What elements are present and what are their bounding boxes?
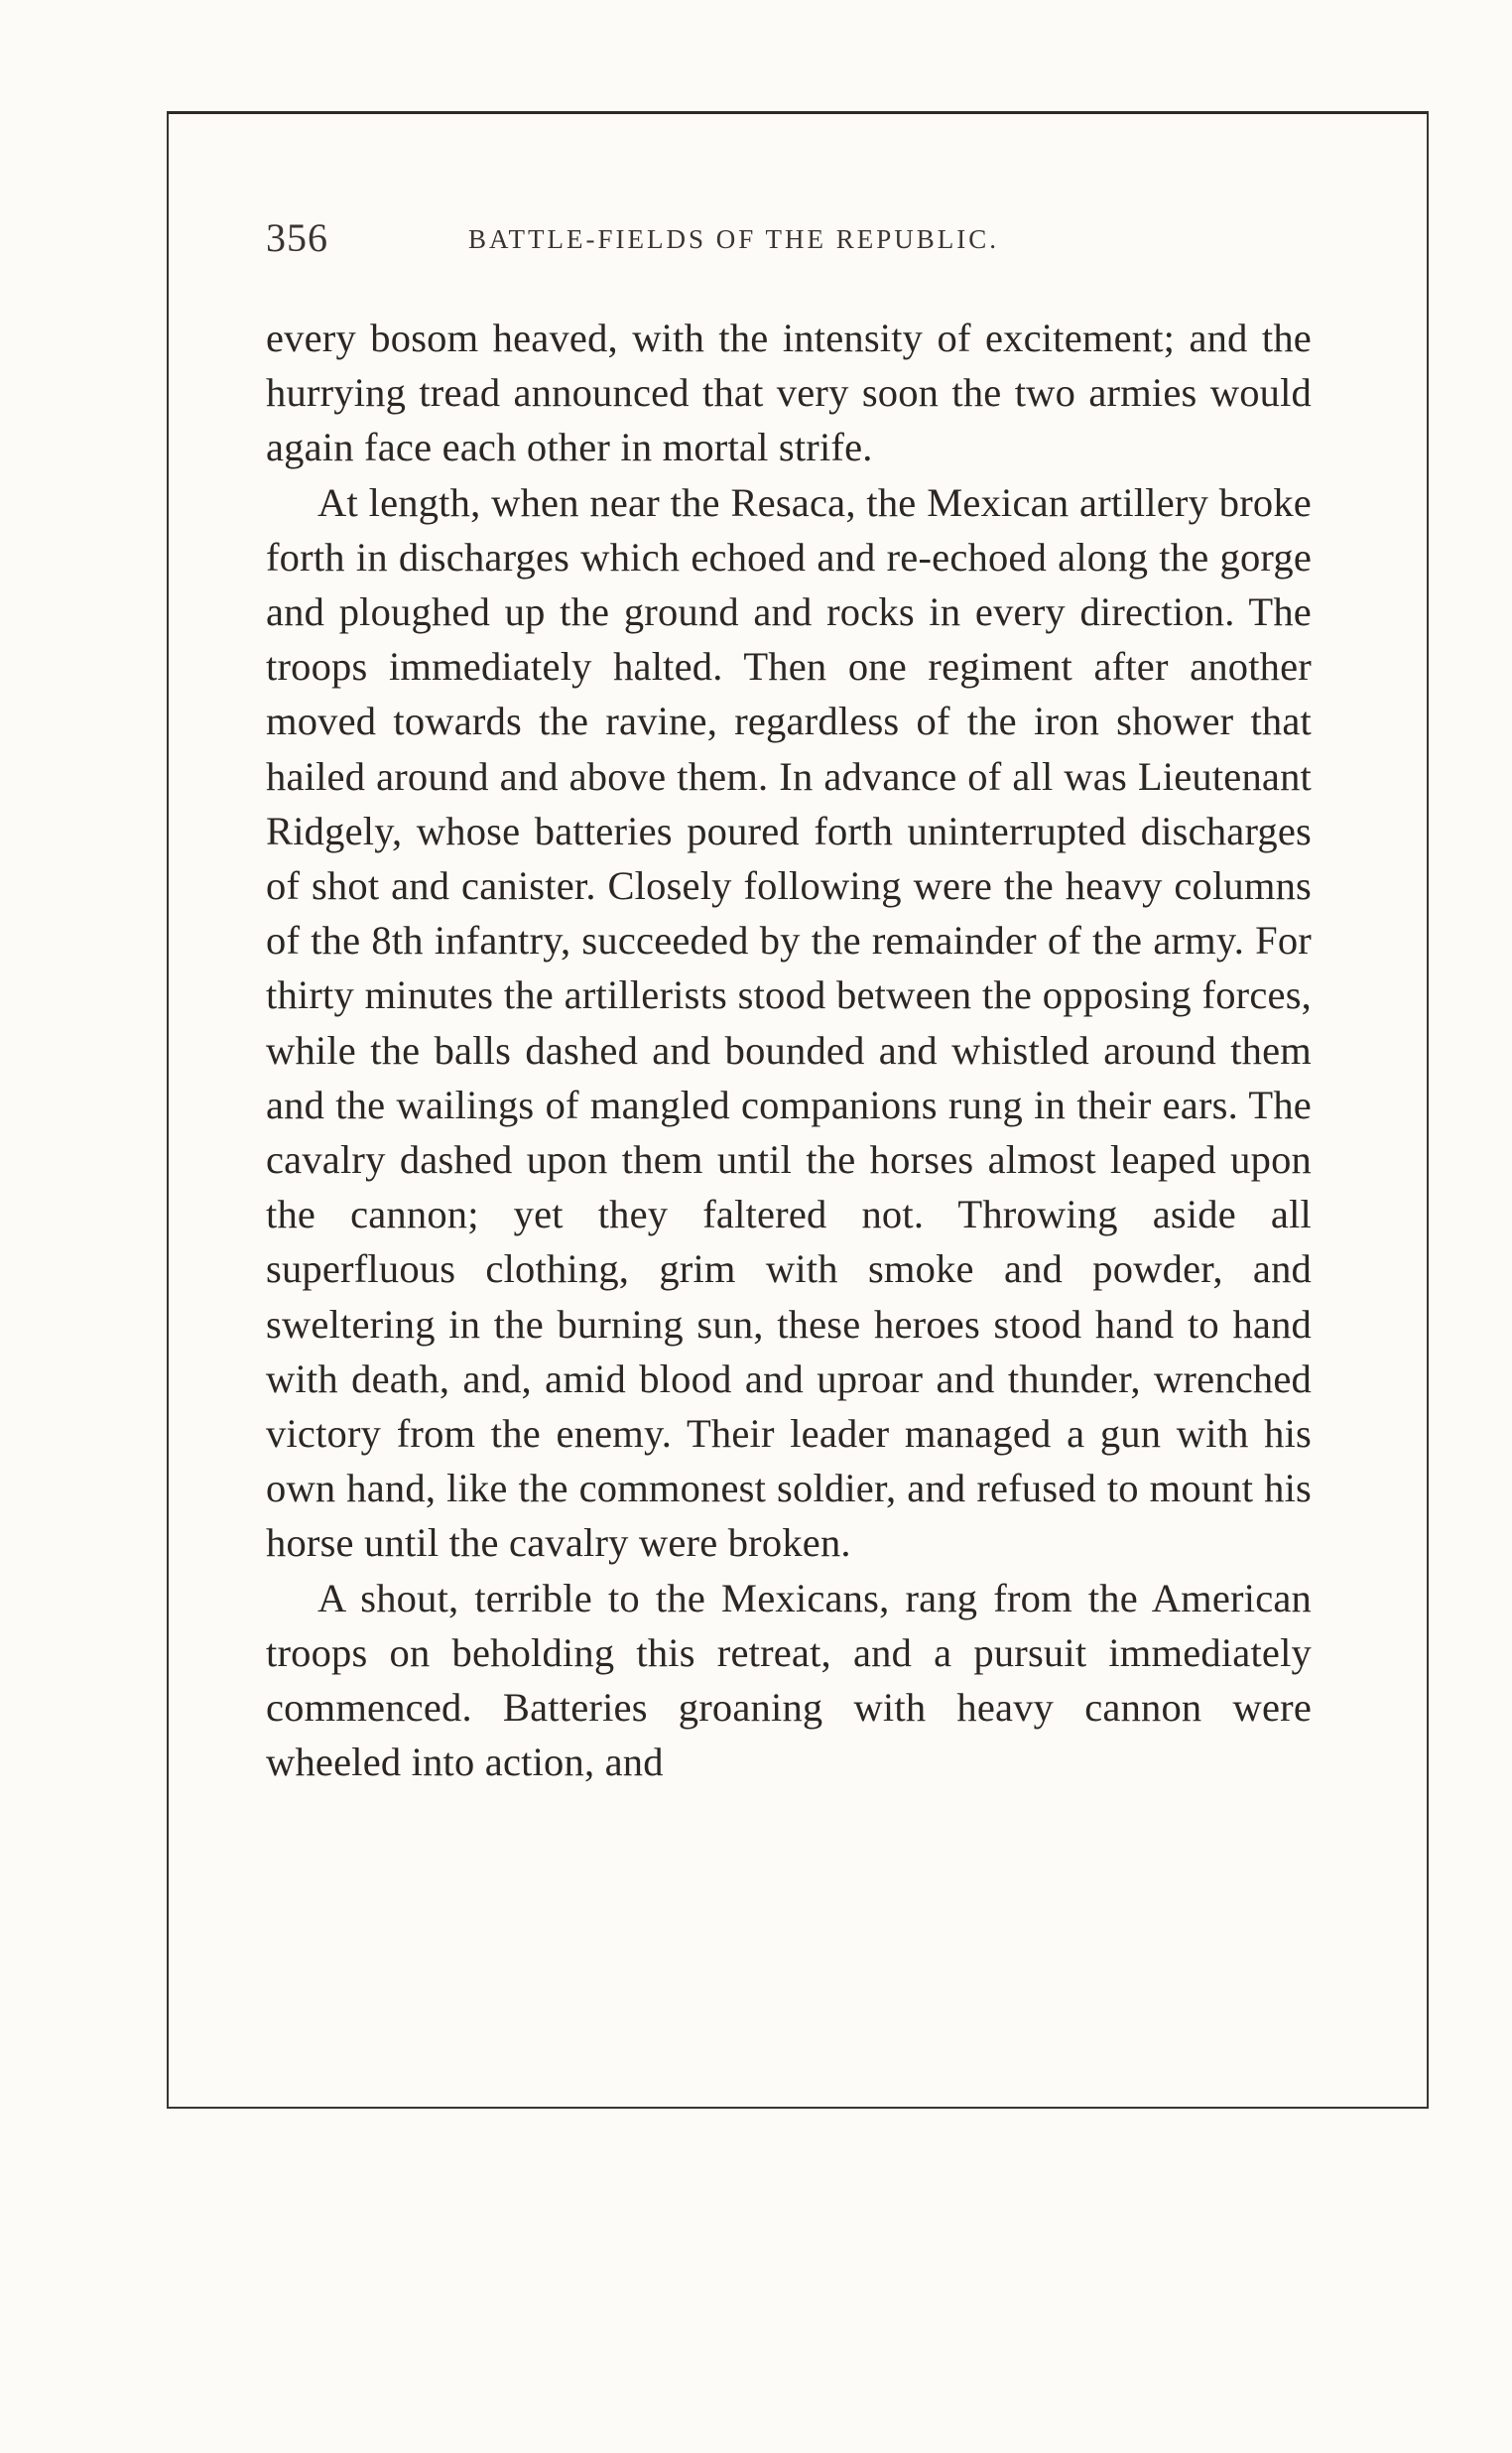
paragraph-battle-resaca: At length, when near the Resaca, the Mexican artillery broke forth in discharges which echoed and re-echoed along the gorge and ploughed up the ground and rocks in every direction. The troops immediately halted. Then one regiment after another moved towards the ravine, regardless of the iron shower that hailed around and above them. In advance of all was Lieutenant Ridgely, whose batteries poured forth uninterrupted discharges of shot and canister. Closely following were the heavy columns of the 8th infantry, succeeded by the remainder of the army. For thirty minutes the artillerists stood between the opposing forces, while the balls dashed and bounded and whistled around them and the wailings of mangled companions rung in their ears. The cavalry dashed upon them until the horses almost leaped upon the cannon; yet they faltered not. Throwing aside all superfluous clothing, grim with smoke and powder, and sweltering in the burning sun, these heroes stood hand to hand with death, and, amid blood and uproar and thunder, wrenched victory from the enemy. Their leader managed a gun with his own hand, like the commonest soldier, and refused to mount his horse until the cavalry were broken.: [266, 479, 1312, 1566]
paragraph-pursuit: A shout, terrible to the Mexicans, rang from the American troops on beholding this retreat, and a pursuit immediately commenced. Batteries groaning with heavy cannon were wheeled into action, and: [266, 1575, 1312, 1785]
running-title: BATTLE-FIELDS OF THE REPUBLIC.: [468, 224, 1000, 254]
paragraph-continuation: every bosom heaved, with the intensity of excitement; and the hurrying tread announced that very soon the two armies would again face each other in mortal strife.: [266, 316, 1312, 470]
page-header: [266, 214, 1119, 264]
page-number: 356: [266, 215, 328, 260]
body-text: [266, 311, 1312, 1789]
